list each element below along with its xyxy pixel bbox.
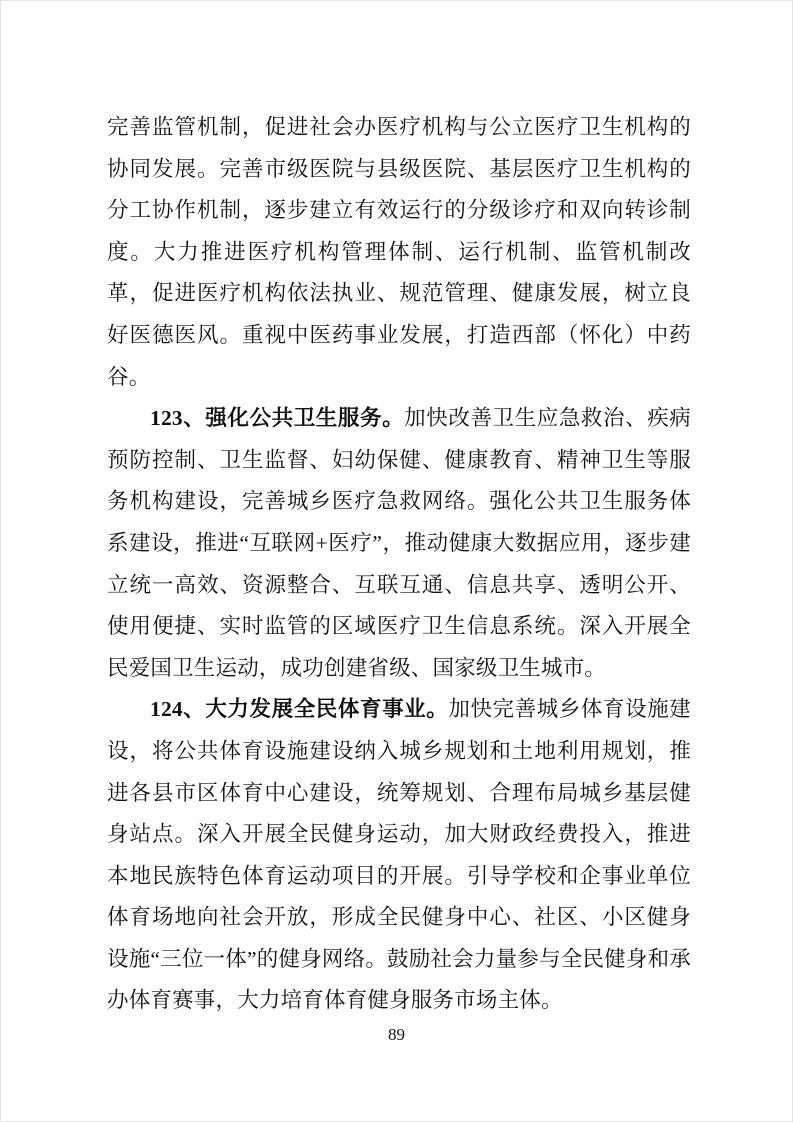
paragraph-continuation (107, 107, 691, 398)
paragraph-item-123 (107, 398, 691, 689)
document-body (107, 107, 691, 1022)
paragraph-text: 完善监管机制，促进社会办医疗机构与公立医疗卫生机构的协同发展。完善市级医院与县级医院、基层医疗卫生机构的分工协作机制，逐步建立有效运行的分级诊疗和双向转诊制度。大力推进医疗机构管理体制、运行机制、监管机制改革，促进医疗机构依法执业、规范管理、健康发展，树立良好医德医风。重视中医药事业发展，打造西部（怀化）中药谷。 (107, 115, 691, 389)
paragraph-heading: 124、大力发展全民体育事业。 (150, 697, 449, 722)
paragraph-text: 加快改善卫生应急救治、疾病预防控制、卫生监督、妇幼保健、健康教育、精神卫生等服务机构建设，完善城乡医疗急救网络。强化公共卫生服务体系建设，推进“互联网+医疗”，推动健康大数据应用，逐步建立统一高效、资源整合、互联互通、信息共享、透明公开、使用便捷、实时监管的区域医疗卫生信息系统。深入开展全民爱国卫生运动，成功创建省级、国家级卫生城市。 (107, 406, 691, 680)
paragraph-heading: 123、强化公共卫生服务。 (150, 406, 405, 431)
paragraph-item-124 (107, 689, 691, 1022)
paragraph-text: 加快完善城乡体育设施建设，将公共体育设施建设纳入城乡规划和土地利用规划，推进各县市区体育中心建设，统筹规划、合理布局城乡基层健身站点。深入开展全民健身运动，加大财政经费投入，推进本地民族特色体育运动项目的开展。引导学校和企事业单位体育场地向社会开放，形成全民健身中心、社区、小区健身设施“三位一体”的健身网络。鼓励社会力量参与全民健身和承办体育赛事，大力培育体育健身服务市场主体。 (107, 697, 691, 1013)
page-number: 89 (388, 1025, 405, 1044)
